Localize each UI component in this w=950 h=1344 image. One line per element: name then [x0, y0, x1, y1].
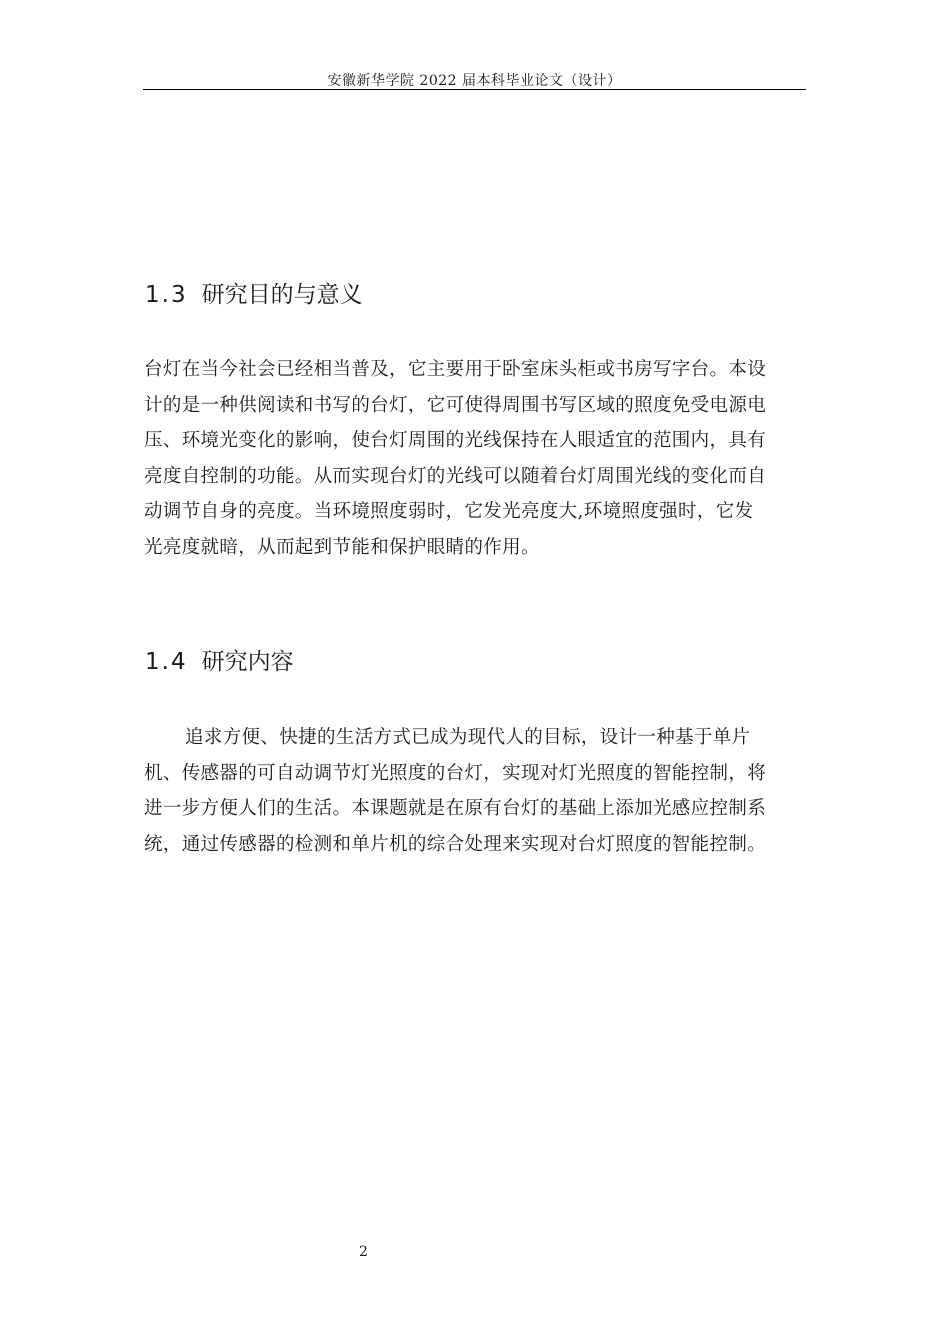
section-number: 1.3	[145, 282, 188, 308]
section-title: 研究目的与意义	[201, 282, 363, 308]
section-number: 1.4	[145, 649, 188, 675]
paragraph-line: 动调节自身的亮度。当环境照度弱时，它发光亮度大,环境照度强时，它发	[144, 501, 754, 522]
paragraph-line: 亮度自控制的功能。从而实现台灯的光线可以随着台灯周围光线的变化而自	[144, 465, 767, 487]
section-title: 研究内容	[201, 649, 294, 675]
section-heading-1-3	[145, 280, 363, 310]
running-header: 安徽新华学院 2022 届本科毕业论文（设计）	[327, 73, 622, 89]
paragraph-line: 追求方便、快捷的生活方式已成为现代人的目标，设计一种基于单片	[185, 727, 751, 748]
section-heading-1-4	[145, 647, 294, 677]
paragraph-line: 机、传感器的可自动调节灯光照度的台灯，实现对灯光照度的智能控制，将	[144, 762, 767, 784]
section-paragraph-1-4	[144, 720, 824, 862]
page-number: 2	[359, 1244, 368, 1260]
paragraph-line: 光亮度就暗，从而起到节能和保护眼睛的作用。	[144, 536, 540, 558]
paragraph-line: 计的是一种供阅读和书写的台灯，它可使得周围书写区域的照度免受电源电	[144, 394, 767, 416]
paragraph-line: 台灯在当今社会已经相当普及，它主要用于卧室床头柜或书房写字台。本设	[144, 359, 767, 380]
paragraph-line: 进一步方便人们的生活。本课题就是在原有台灯的基础上添加光感应控制系	[144, 798, 767, 819]
header-rule	[143, 89, 806, 90]
paragraph-line: 统，通过传感器的检测和单片机的综合处理来实现对台灯照度的智能控制。	[144, 833, 767, 855]
paragraph-line: 压、环境光变化的影响，使台灯周围的光线保持在人眼适宜的范围内，具有	[144, 430, 767, 451]
section-paragraph-1-3	[144, 352, 824, 565]
